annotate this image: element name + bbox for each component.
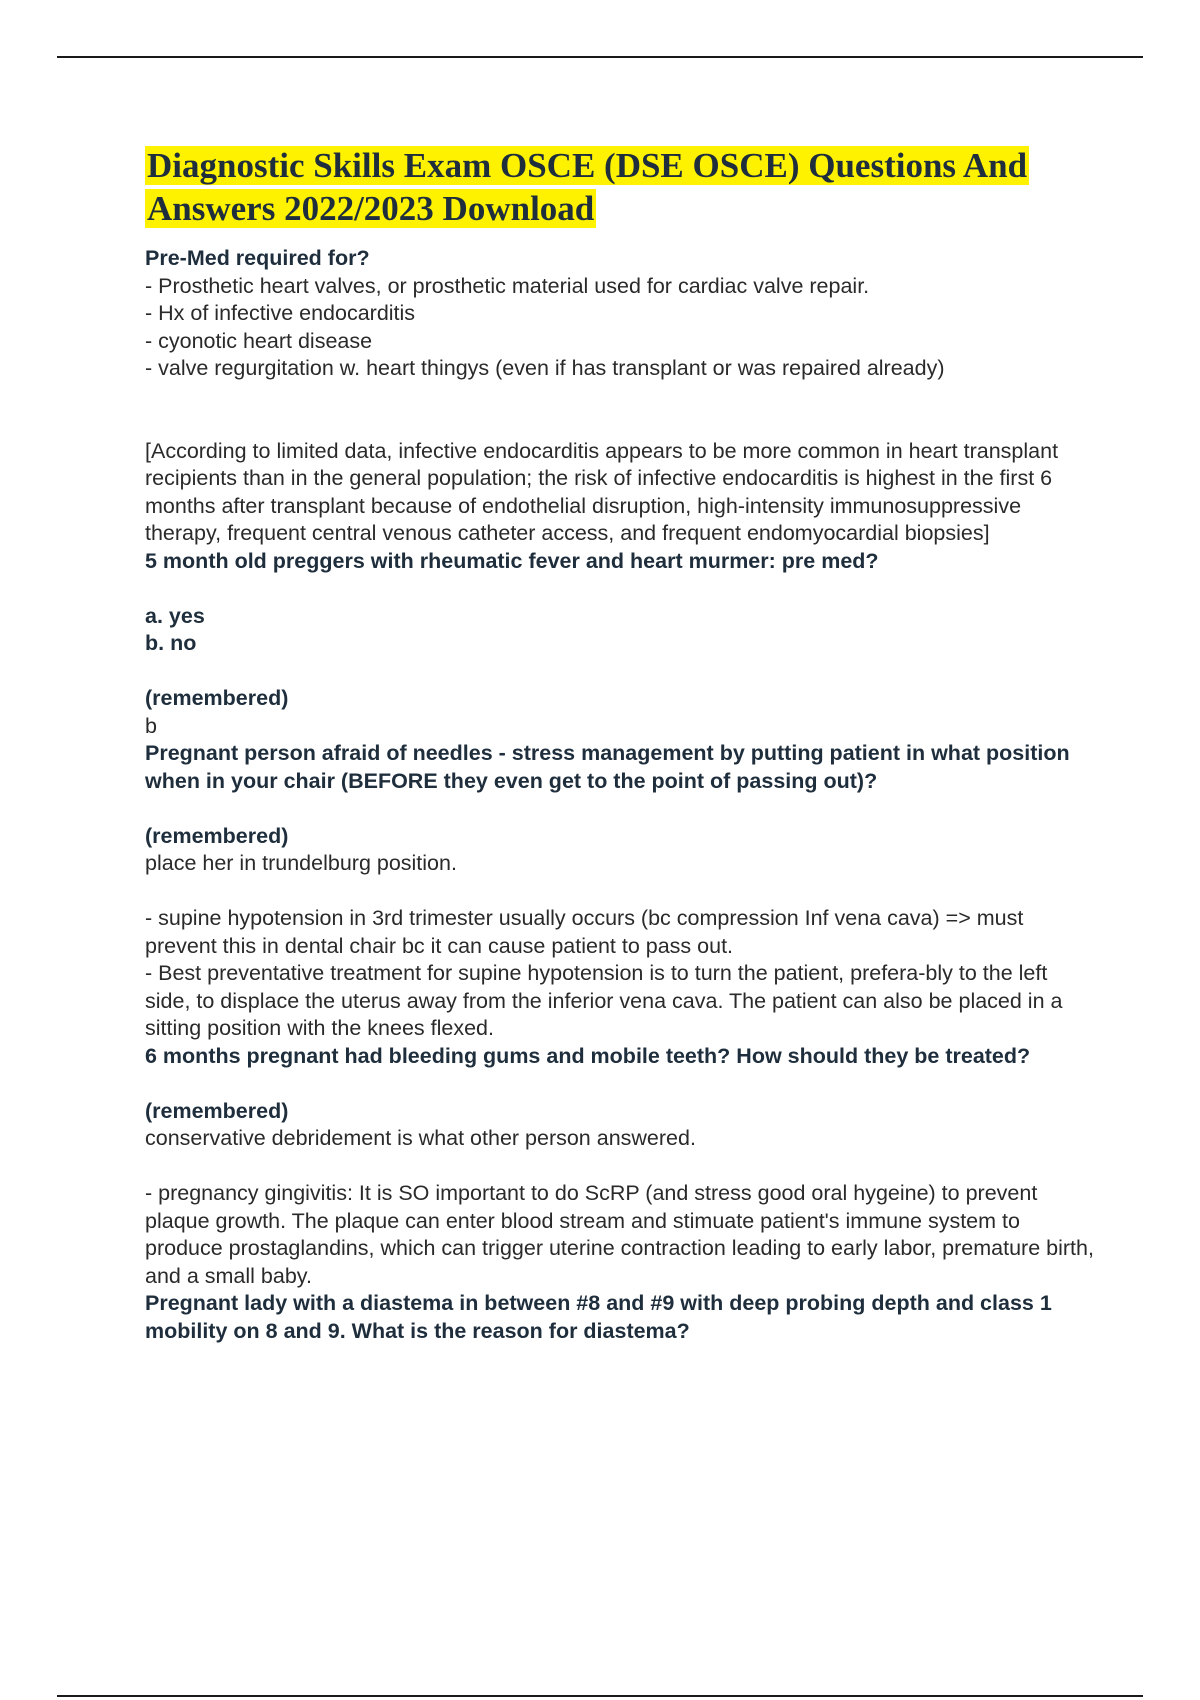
document-title (145, 144, 1095, 230)
answer-text: - Best preventative treatment for supine hypotension is to turn the patient, prefera-bly to the left side, to displace the uterus away from the inferior vena cava. The patient can also be placed in a sitting position with the knees flexed. (145, 961, 1069, 1040)
spacer (145, 795, 1095, 823)
question-text: b. no (145, 631, 197, 655)
answer-text: - supine hypotension in 3rd trimester usually occurs (bc compression Inf vena cava) => must prevent this in dental chair bc it can cause patient to pass out. (145, 906, 1030, 958)
question-text: 5 month old preggers with rheumatic fever and heart murmer: pre med? (145, 548, 879, 573)
question-text: (remembered) (145, 686, 289, 710)
spacer (145, 658, 1095, 686)
spacer (145, 1070, 1095, 1098)
answer-text: conservative debridement is what other person answered. (145, 1126, 696, 1150)
answer-text: - pregnancy gingivitis: It is SO important to do ScRP (and stress good oral hygeine) to prevent plaque growth. The plaque can enter blood stream and stimuate patient's immune system to produce prostaglandins, which can trigger uterine contraction leading to early labor, premature birth, and a small baby. (145, 1181, 1100, 1288)
question-text: Pre-Med required for? (145, 246, 370, 270)
answer-text: place her in trundelburg position. (145, 851, 457, 875)
document-body (145, 144, 1100, 1345)
question-text: (remembered) (145, 823, 289, 848)
answer-text: - Hx of infective endocarditis (145, 301, 416, 325)
question-text: (remembered) (145, 1098, 289, 1123)
spacer (145, 383, 1095, 438)
answer-text: [According to limited data, infective endocarditis appears to be more common in heart transplant recipients than in the general population; the risk of infective endocarditis is highest in the first 6 months after transplant because of endothelial disruption, high-intensity immunosuppressive therapy, frequent central venous catheter access, and frequent endomyocardial biopsies] (145, 438, 1065, 545)
spacer (145, 1153, 1095, 1181)
header-rule (57, 56, 1143, 58)
question-text: Pregnant lady with a diastema in between #8 and #9 with deep probing depth and class 1 mobility on 8 and 9. What is the reason for diastema? (145, 1291, 1058, 1343)
answer-text: - cyonotic heart disease (145, 328, 373, 353)
question-text: Pregnant person afraid of needles - stress management by putting patient in what position when in your chair (BEFORE they even get to the point of passing out)? (145, 741, 1076, 793)
footer-rule (57, 1695, 1143, 1697)
spacer (145, 575, 1095, 603)
qa-content (145, 245, 1100, 1345)
answer-text: - valve regurgitation w. heart thingys (even if has transplant or was repaired already) (145, 356, 945, 380)
question-text: a. yes (145, 603, 205, 628)
answer-text: - Prosthetic heart valves, or prosthetic material used for cardiac valve repair. (145, 273, 870, 298)
answer-text: b (145, 713, 157, 738)
spacer (145, 878, 1095, 906)
title-highlight: Diagnostic Skills Exam OSCE (DSE OSCE) Questions And Answers 2022/2023 Download (147, 146, 1028, 228)
question-text: 6 months pregnant had bleeding gums and mobile teeth? How should they be treated? (145, 1043, 1031, 1068)
